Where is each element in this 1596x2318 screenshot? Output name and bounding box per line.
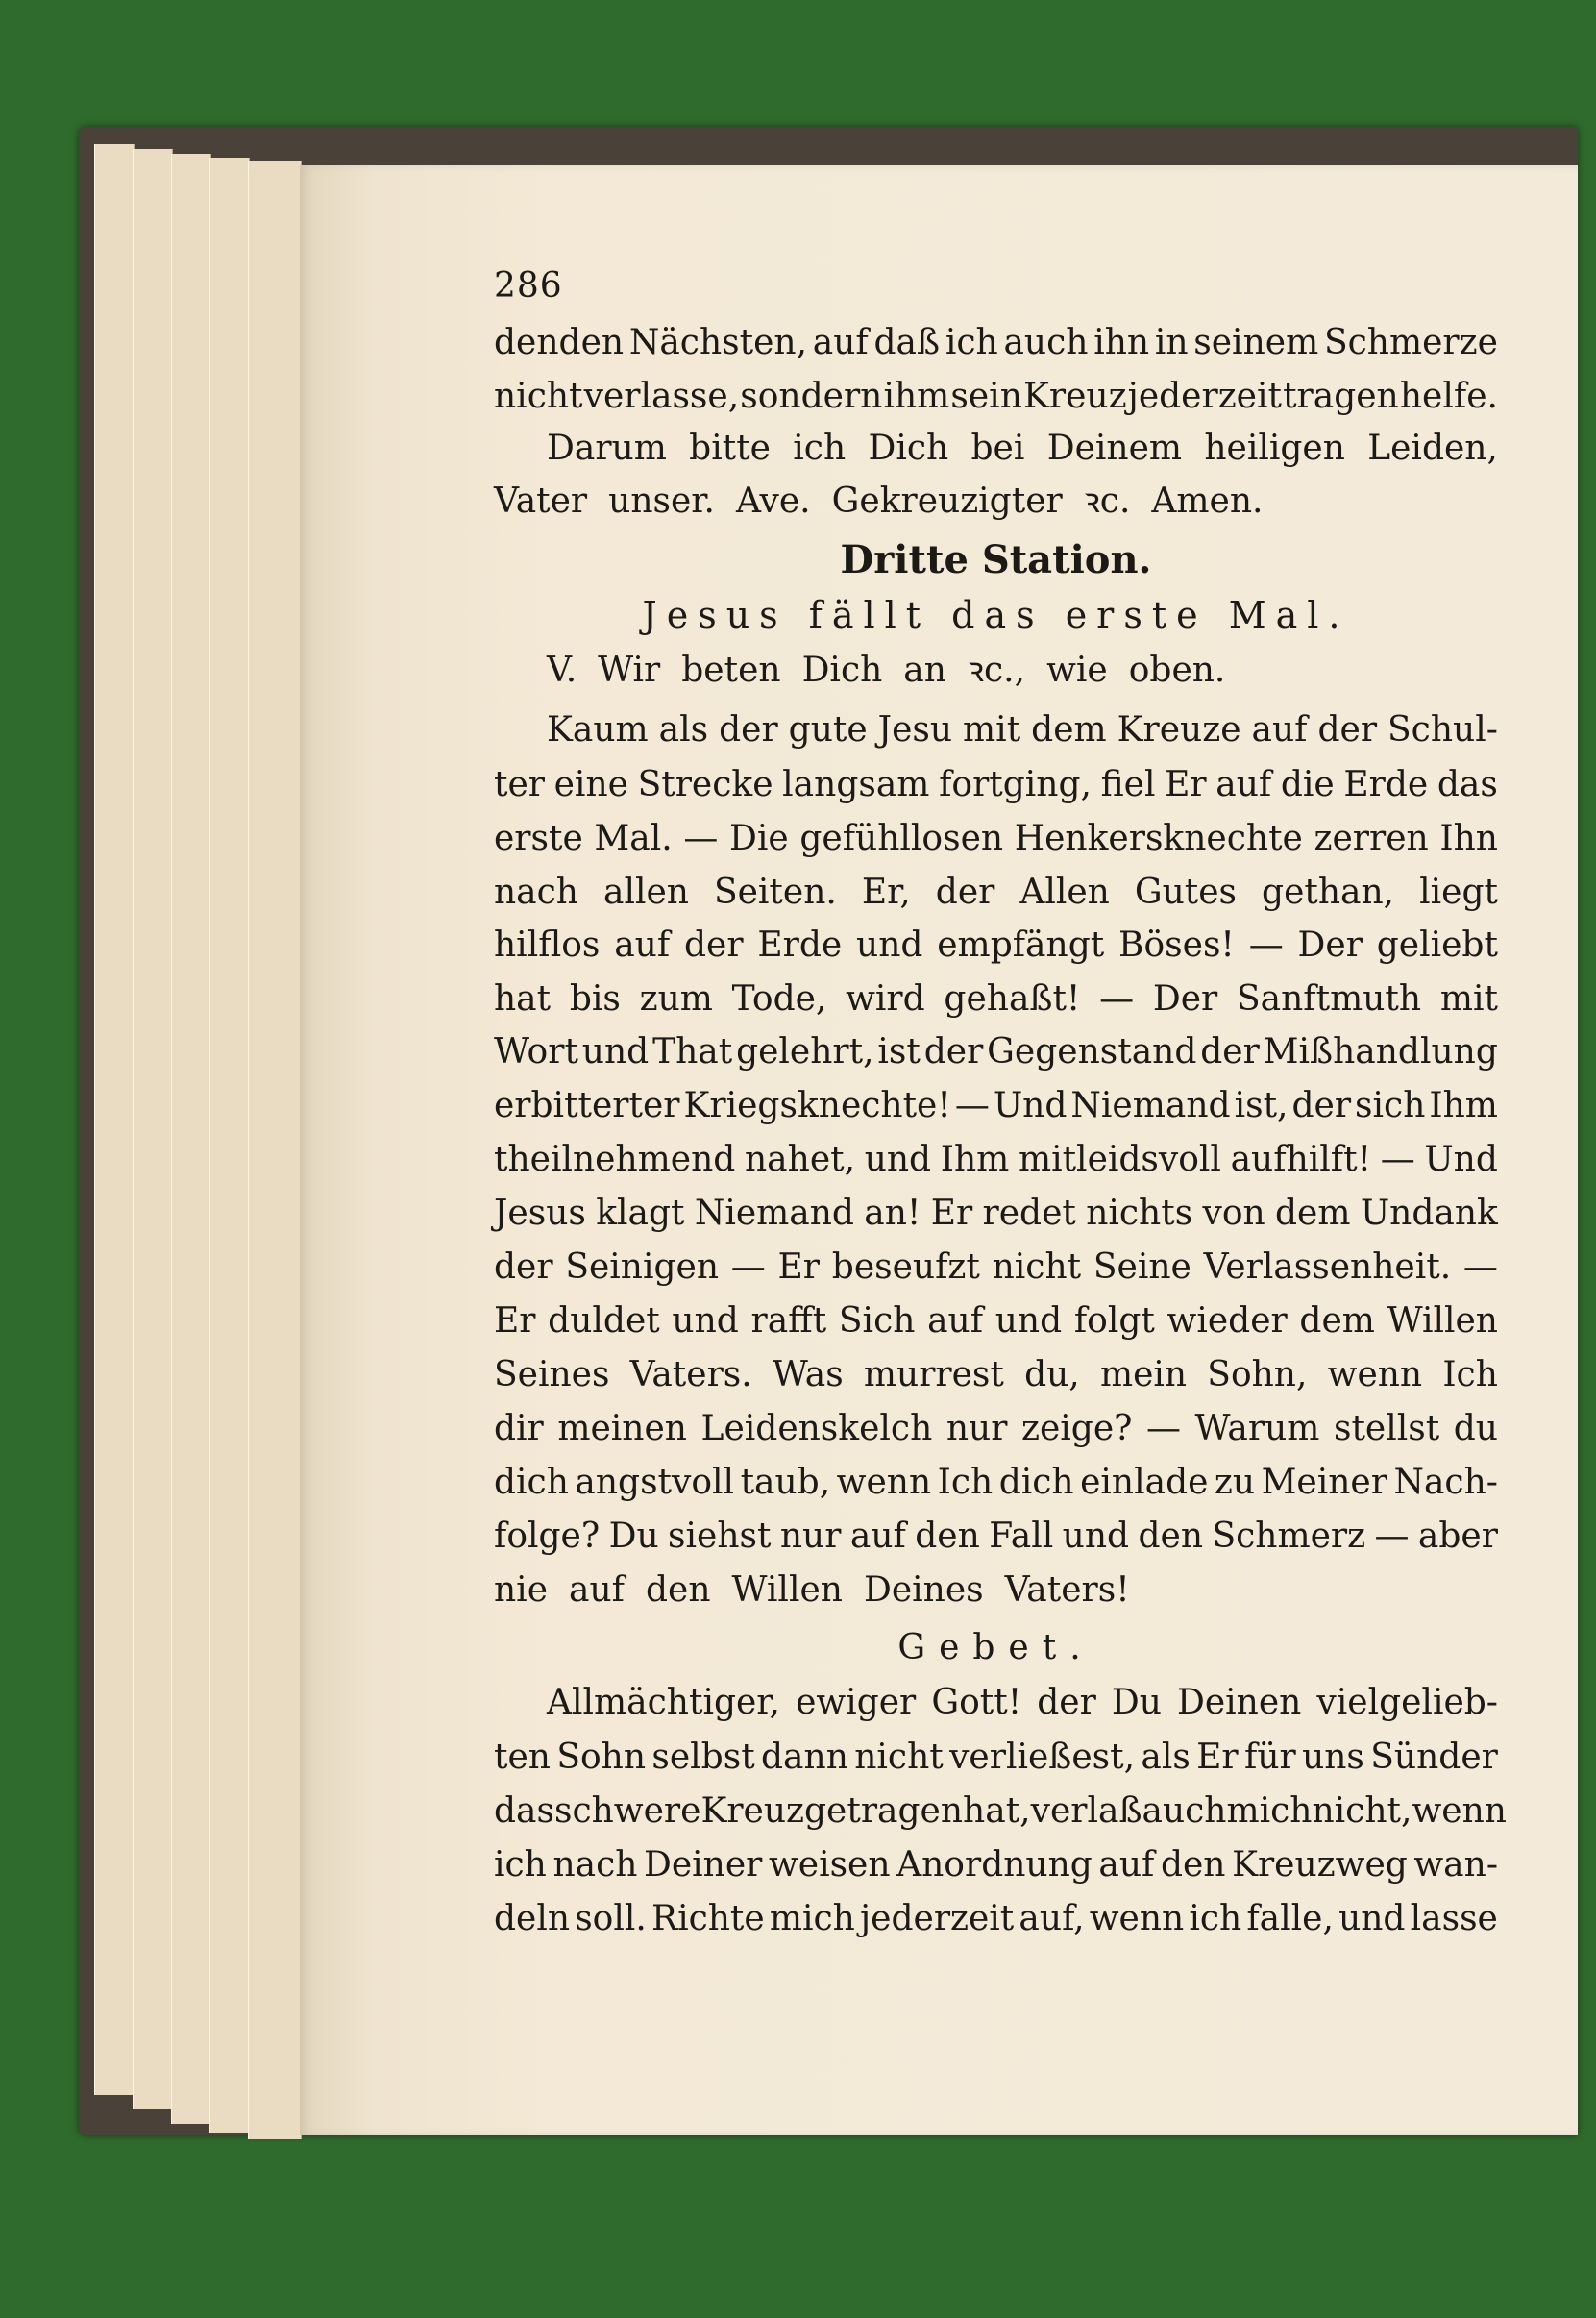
word: Gekreuzigter xyxy=(831,481,1063,521)
word: ich xyxy=(793,429,847,468)
word: — xyxy=(1145,1409,1181,1448)
word: nahet, xyxy=(744,1140,856,1179)
word: duldet xyxy=(548,1301,660,1341)
word: ꝛc. xyxy=(1083,481,1131,521)
word: Sünder xyxy=(1370,1738,1498,1777)
text-line xyxy=(494,1295,1498,1348)
word: Du xyxy=(608,1517,659,1556)
word: Mal. xyxy=(594,819,673,858)
text-line xyxy=(547,644,1498,698)
word: liegt xyxy=(1419,873,1498,912)
word: — xyxy=(1099,979,1135,1019)
word: oben. xyxy=(1128,651,1226,690)
word: Jesus xyxy=(494,1194,586,1233)
word: Er xyxy=(494,1301,536,1341)
text-line xyxy=(494,475,1498,529)
word: einlade xyxy=(1080,1463,1209,1502)
word: in xyxy=(1154,323,1189,362)
word: auf xyxy=(927,1301,984,1341)
word: auf xyxy=(1251,710,1308,750)
word: sondern xyxy=(740,377,883,416)
word: nach xyxy=(552,1845,638,1885)
word: empfängt xyxy=(937,925,1105,965)
word: Dich xyxy=(801,651,883,690)
word: auf xyxy=(569,1570,625,1610)
word: Ihm xyxy=(1429,1086,1498,1125)
text-line xyxy=(494,1838,1498,1892)
word: Er xyxy=(930,1194,973,1233)
text-line xyxy=(494,370,1498,424)
word: ewiger xyxy=(796,1683,917,1722)
word: theilnehmend xyxy=(494,1140,736,1179)
word: Der xyxy=(1152,979,1218,1019)
word: die xyxy=(1280,765,1335,804)
text-line xyxy=(547,422,1498,476)
word: auf, xyxy=(1019,1899,1085,1938)
word: Erde xyxy=(757,925,843,965)
word: helfe. xyxy=(1399,377,1498,416)
word: Verlassenheit. xyxy=(1203,1247,1452,1287)
word: Kreuz xyxy=(700,1791,805,1831)
word: angstvoll xyxy=(575,1463,735,1502)
word: Undank xyxy=(1360,1194,1498,1233)
word: Der xyxy=(1297,925,1363,965)
word: Deines xyxy=(863,1570,984,1610)
word: zum xyxy=(639,979,713,1019)
word: Leidenskelch xyxy=(700,1409,933,1448)
word: heiligen xyxy=(1204,429,1345,468)
word: Jesu xyxy=(877,710,953,750)
word: auch xyxy=(1142,1791,1227,1831)
word: Allmächtiger, xyxy=(547,1683,780,1722)
word: hat, xyxy=(963,1791,1031,1831)
word: Mißhandlung xyxy=(1263,1032,1498,1072)
word: bitte xyxy=(689,429,771,468)
word: Ihn xyxy=(1439,819,1498,858)
word: Schmerze xyxy=(1323,323,1498,362)
word: Seines xyxy=(494,1355,610,1394)
word: zu xyxy=(1214,1463,1256,1502)
word: nie xyxy=(494,1570,549,1610)
word: der xyxy=(683,925,744,965)
word: klagt xyxy=(596,1194,685,1233)
word: mein xyxy=(1099,1355,1188,1394)
word: Willen xyxy=(731,1570,843,1610)
word: wenn xyxy=(836,1463,932,1502)
word: Tode, xyxy=(731,979,827,1019)
word: mit xyxy=(963,710,1021,750)
word: fortging, xyxy=(939,765,1092,804)
word: erbitterter xyxy=(494,1086,680,1125)
word: Und xyxy=(1424,1140,1498,1179)
text-line xyxy=(494,1079,1498,1133)
word: Was xyxy=(772,1355,844,1394)
word: wie xyxy=(1046,651,1108,690)
word: und xyxy=(581,1032,650,1072)
word: der xyxy=(1037,1683,1096,1722)
word: deln xyxy=(494,1899,571,1938)
text-line xyxy=(494,866,1498,920)
word: Sohn, xyxy=(1207,1355,1308,1394)
word: Nach- xyxy=(1393,1463,1498,1502)
word: Strecke xyxy=(637,765,773,804)
word: soll. xyxy=(575,1899,647,1938)
word: eine xyxy=(553,765,628,804)
text-line xyxy=(494,1241,1498,1295)
word: Willen xyxy=(1387,1301,1498,1341)
text-line xyxy=(494,1187,1498,1241)
text-line xyxy=(494,1025,1498,1079)
word: stellst xyxy=(1333,1409,1440,1448)
word: uns xyxy=(1302,1738,1364,1777)
line-text: Jesus fällt das erste Mal. xyxy=(642,594,1350,636)
word: als xyxy=(1141,1738,1191,1777)
word: wan- xyxy=(1413,1845,1498,1885)
word: beten xyxy=(681,651,781,690)
word: ihm xyxy=(883,377,950,416)
word: Dich xyxy=(868,429,949,468)
word: als xyxy=(658,710,709,750)
word: folgt xyxy=(1073,1301,1155,1341)
word: Er, xyxy=(861,873,911,912)
word: folge? xyxy=(494,1517,601,1556)
word: nicht xyxy=(494,377,583,416)
word: Seiten. xyxy=(713,873,837,912)
word: Kreuzweg xyxy=(1232,1845,1408,1885)
page-edge xyxy=(171,154,211,2124)
word: der xyxy=(719,710,778,750)
word: geliebt xyxy=(1376,925,1498,965)
word: hilflos xyxy=(494,925,601,965)
word: Richte xyxy=(651,1899,765,1938)
word: Wort xyxy=(494,1032,578,1072)
line-text: Dritte Station. xyxy=(840,537,1152,582)
page-edge xyxy=(209,158,250,2133)
word: Gegenstand xyxy=(987,1032,1197,1072)
word: Er xyxy=(1165,765,1207,804)
word: auf xyxy=(1098,1845,1155,1885)
word: gefühllosen xyxy=(799,819,1004,858)
word: unser. xyxy=(608,481,715,521)
text-line xyxy=(494,1564,1498,1617)
word: Erde xyxy=(1343,765,1429,804)
word: wieder xyxy=(1166,1301,1288,1341)
word: Sohn xyxy=(556,1738,647,1777)
word: Kreuz xyxy=(1023,377,1127,416)
word: Henkersknechte xyxy=(1014,819,1303,858)
word: beseufzt xyxy=(831,1247,980,1287)
word: der xyxy=(1291,1086,1352,1125)
word: Kreuze xyxy=(1117,710,1241,750)
word: ist, xyxy=(1234,1086,1289,1125)
word: Leiden, xyxy=(1367,429,1498,468)
line-text: Gebet. xyxy=(897,1628,1094,1667)
word: nur xyxy=(779,1517,842,1556)
word: schwere xyxy=(553,1791,701,1831)
word: dann xyxy=(761,1738,848,1777)
word: jederzeit xyxy=(860,1899,1015,1938)
word: tragen xyxy=(1283,377,1399,416)
word: und xyxy=(994,1301,1063,1341)
word: verlaß xyxy=(1030,1791,1142,1831)
word: weisen xyxy=(768,1845,891,1885)
word: nicht xyxy=(992,1247,1082,1287)
word: Und xyxy=(993,1086,1068,1125)
word: der xyxy=(494,1247,553,1287)
word: nichts xyxy=(1086,1194,1193,1233)
word: V. xyxy=(547,651,577,690)
word: aber xyxy=(1417,1517,1498,1556)
word: — xyxy=(1380,1140,1415,1179)
text-line xyxy=(494,919,1498,973)
text-line xyxy=(494,1402,1498,1456)
word: wird xyxy=(846,979,925,1019)
word: verließest, xyxy=(949,1738,1136,1777)
word: Ich xyxy=(937,1463,994,1502)
word: Er xyxy=(777,1247,821,1287)
word: Deiner xyxy=(644,1845,763,1885)
word: langsam xyxy=(782,765,930,804)
word: ter xyxy=(494,765,545,804)
word: Ave. xyxy=(736,481,811,521)
word: Sanftmuth xyxy=(1237,979,1422,1019)
word: den xyxy=(1160,1845,1226,1885)
word: Kriegsknechte! xyxy=(683,1086,951,1125)
word: That xyxy=(652,1032,733,1072)
word: denden xyxy=(494,323,625,362)
word: — xyxy=(1462,1247,1498,1287)
text-line xyxy=(494,1510,1498,1564)
word: Du xyxy=(1111,1683,1162,1722)
word: für xyxy=(1244,1738,1296,1777)
word: ich xyxy=(945,323,998,362)
text-line xyxy=(494,1348,1498,1402)
word: dem xyxy=(1275,1194,1351,1233)
word: Vater xyxy=(494,481,588,521)
word: der xyxy=(1317,710,1378,750)
word: vielgelieb- xyxy=(1316,1683,1498,1722)
word: der xyxy=(935,873,995,912)
word: dir xyxy=(494,1409,544,1448)
word: — xyxy=(683,819,719,858)
word: ten xyxy=(494,1738,551,1777)
word: redet xyxy=(982,1194,1076,1233)
text-line xyxy=(494,1133,1498,1187)
text-line xyxy=(494,973,1498,1026)
page-number: 286 xyxy=(494,266,563,306)
text-line xyxy=(494,588,1498,642)
word: erste xyxy=(494,819,583,858)
word: mich xyxy=(769,1899,855,1938)
text-line xyxy=(494,316,1498,370)
text-line xyxy=(494,1731,1498,1785)
word: falle, xyxy=(1246,1899,1334,1938)
text-line xyxy=(494,1621,1498,1675)
word: rafft xyxy=(750,1301,827,1341)
word: Vaters. xyxy=(629,1355,752,1394)
word: getragen xyxy=(804,1791,964,1831)
word: taub, xyxy=(740,1463,831,1502)
word: Gutes xyxy=(1134,873,1238,912)
word: an! xyxy=(864,1194,921,1233)
word: wenn xyxy=(1089,1899,1185,1938)
word: Deinen xyxy=(1176,1683,1302,1722)
word: ihn xyxy=(1093,323,1150,362)
word: gute xyxy=(788,710,868,750)
word: Allen xyxy=(1019,873,1110,912)
word: Sich xyxy=(838,1301,916,1341)
word: den xyxy=(1138,1517,1204,1556)
word: und xyxy=(1062,1517,1130,1556)
word: das xyxy=(1436,765,1498,804)
word: Anordnung xyxy=(896,1845,1093,1885)
word: ich xyxy=(494,1845,547,1885)
word: nach xyxy=(494,873,578,912)
text-line xyxy=(494,533,1498,587)
word: auch xyxy=(1003,323,1089,362)
text-line xyxy=(494,758,1498,812)
word: Böses! xyxy=(1118,925,1235,965)
text-line xyxy=(494,1456,1498,1510)
word: — xyxy=(954,1086,990,1125)
word: Wir xyxy=(598,651,661,690)
word: Gott! xyxy=(931,1683,1022,1722)
text-line xyxy=(494,1892,1498,1946)
word: Schul- xyxy=(1387,710,1498,750)
word: Amen. xyxy=(1151,481,1264,521)
word: auf xyxy=(849,1517,906,1556)
word: selbst xyxy=(651,1738,755,1777)
word: Niemand xyxy=(694,1194,854,1233)
word: wenn xyxy=(1327,1355,1423,1394)
word: — xyxy=(1374,1517,1410,1556)
word: daß xyxy=(873,323,941,362)
word: Seinigen xyxy=(565,1247,720,1287)
word: an xyxy=(903,651,946,690)
word: du xyxy=(1453,1409,1498,1448)
word: mich xyxy=(1226,1791,1313,1831)
page-edge xyxy=(248,161,302,2139)
word: siehst xyxy=(668,1517,772,1556)
text-line xyxy=(547,1676,1498,1730)
word: meinen xyxy=(557,1409,687,1448)
word: verlasse, xyxy=(583,377,740,416)
word: murrest xyxy=(863,1355,1004,1394)
text-line xyxy=(494,812,1498,866)
word: Fall xyxy=(989,1517,1054,1556)
word: Schmerz xyxy=(1212,1517,1366,1556)
word: — xyxy=(1248,925,1284,965)
word: Ich xyxy=(1442,1355,1498,1394)
word: der xyxy=(923,1032,984,1072)
word: aufhilft! xyxy=(1230,1140,1372,1179)
book-page xyxy=(300,165,1578,2135)
word: Niemand xyxy=(1070,1086,1231,1125)
word: Warum xyxy=(1194,1409,1320,1448)
page-edge xyxy=(94,144,135,2095)
word: lasse xyxy=(1410,1899,1498,1938)
word: gelehrt, xyxy=(736,1032,874,1072)
word: nicht xyxy=(854,1738,944,1777)
word: und xyxy=(672,1301,739,1341)
word: und xyxy=(856,925,923,965)
word: und xyxy=(864,1140,932,1179)
word: dich xyxy=(998,1463,1074,1502)
word: — xyxy=(730,1247,766,1287)
word: Deinem xyxy=(1046,429,1183,468)
word: Meiner xyxy=(1261,1463,1387,1502)
word: allen xyxy=(602,873,689,912)
word: auf xyxy=(1215,765,1272,804)
word: und xyxy=(1338,1899,1406,1938)
word: gehaßt! xyxy=(944,979,1081,1019)
word: ꝛc., xyxy=(967,651,1026,690)
word: auf xyxy=(614,925,671,965)
word: Kaum xyxy=(547,710,649,750)
word: Die xyxy=(729,819,789,858)
word: nur xyxy=(945,1409,1008,1448)
word: sich xyxy=(1355,1086,1426,1125)
word: dich xyxy=(494,1463,569,1502)
word: dem xyxy=(1299,1301,1375,1341)
word: den xyxy=(915,1517,980,1556)
word: zerren xyxy=(1314,819,1429,858)
word: zeige? xyxy=(1020,1409,1133,1448)
word: Darum xyxy=(547,429,667,468)
word: mitleidsvoll xyxy=(1018,1140,1221,1179)
word: der xyxy=(1200,1032,1260,1072)
word: Seine xyxy=(1093,1247,1191,1287)
word: wenn xyxy=(1412,1791,1507,1831)
text-line xyxy=(547,703,1498,757)
word: von xyxy=(1202,1194,1265,1233)
word: ist xyxy=(877,1032,921,1072)
word: seinem xyxy=(1193,323,1319,362)
word: bei xyxy=(970,429,1025,468)
word: hat xyxy=(494,979,552,1019)
word: du, xyxy=(1024,1355,1080,1394)
word: bis xyxy=(569,979,621,1019)
word: Nächsten, xyxy=(628,323,808,362)
word: das xyxy=(494,1791,554,1831)
word: mit xyxy=(1439,979,1498,1019)
text-line xyxy=(494,1785,1507,1838)
word: Vaters! xyxy=(1004,1570,1130,1610)
word: auf xyxy=(812,323,869,362)
word: Er xyxy=(1196,1738,1239,1777)
page-edge xyxy=(133,149,173,2109)
word: ich xyxy=(1189,1899,1242,1938)
word: fiel xyxy=(1100,765,1156,804)
word: dem xyxy=(1031,710,1107,750)
word: den xyxy=(646,1570,711,1610)
word: sein xyxy=(950,377,1022,416)
word: nicht, xyxy=(1312,1791,1412,1831)
word: jederzeit xyxy=(1127,377,1282,416)
word: gethan, xyxy=(1262,873,1395,912)
word: Ihm xyxy=(940,1140,1010,1179)
